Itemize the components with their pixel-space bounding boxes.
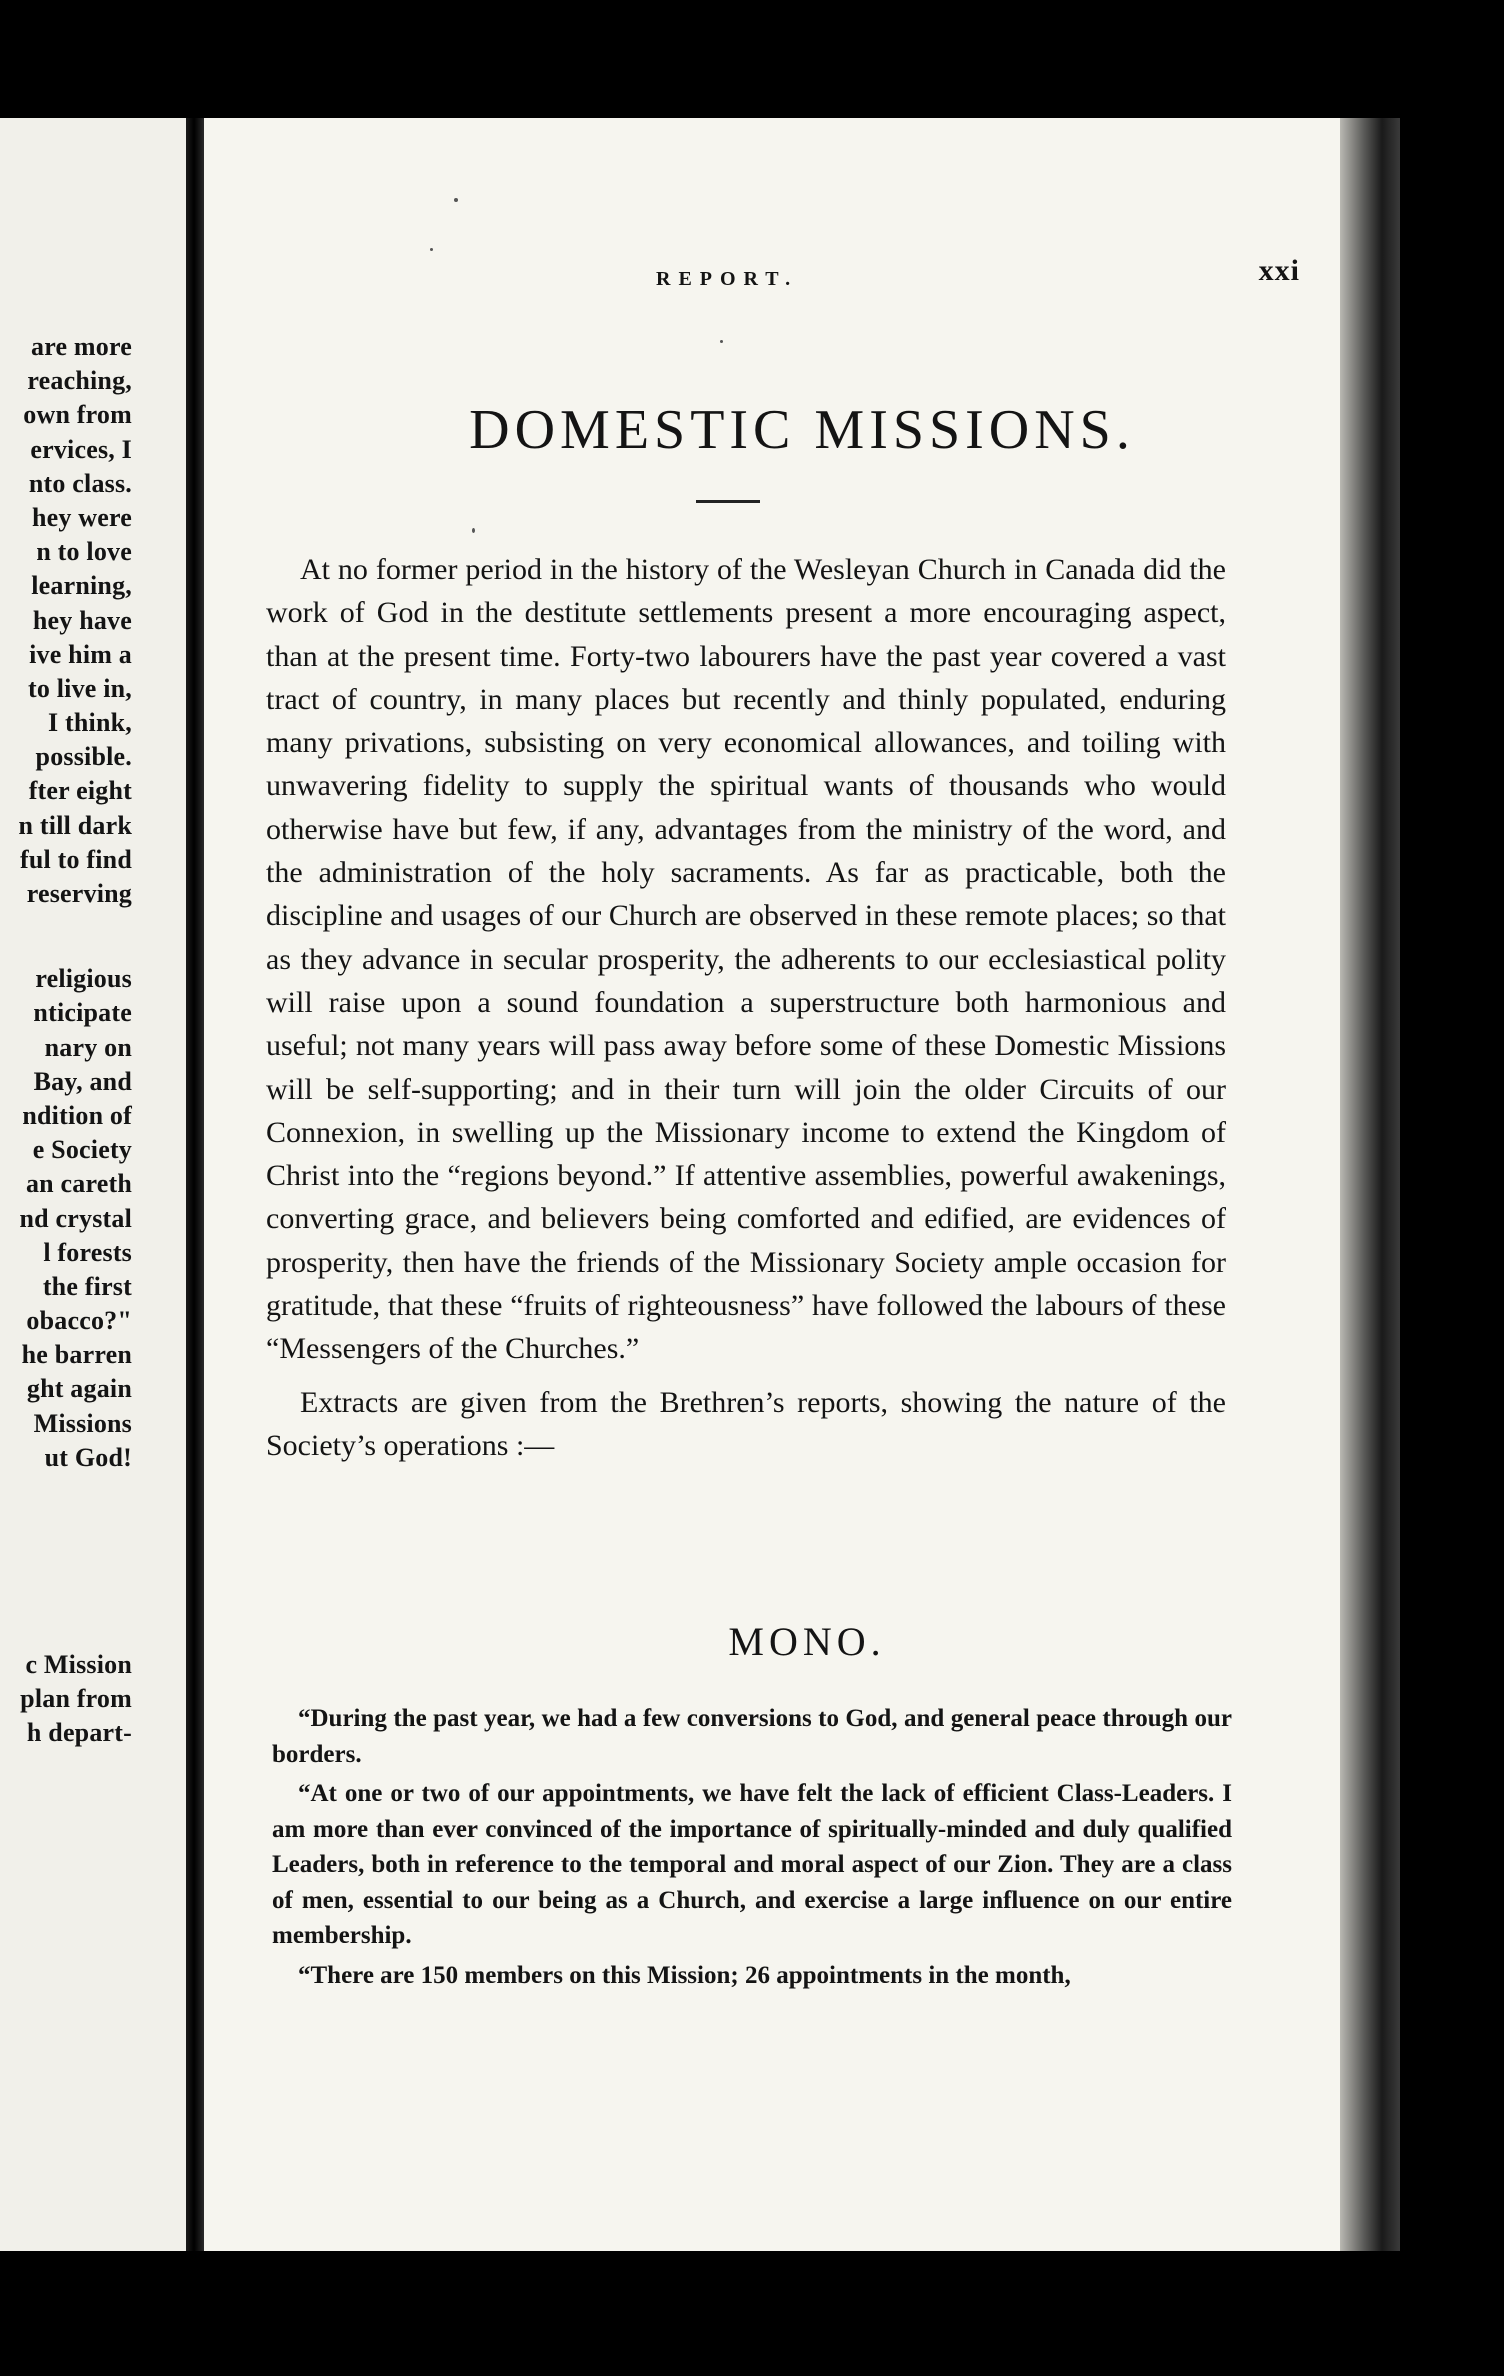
page-number: xxi xyxy=(1258,254,1300,287)
facing-page-line: hey were xyxy=(31,502,132,532)
scan-speck xyxy=(454,198,458,202)
facing-page-line: he barren xyxy=(21,1340,132,1370)
running-header xyxy=(204,254,1340,300)
facing-page-line: nary on xyxy=(44,1032,132,1062)
facing-page-line: nd crystal xyxy=(19,1203,132,1233)
facing-page-line: hey have xyxy=(32,605,132,635)
facing-page-line: ndition of xyxy=(22,1100,132,1130)
facing-page-line: reaching, xyxy=(27,366,132,396)
facing-page-line: l forests xyxy=(43,1237,132,1267)
facing-page-line: plan from xyxy=(20,1684,132,1714)
scan-speck xyxy=(430,248,433,251)
facing-page-line: ful to find xyxy=(19,844,132,874)
article-title: DOMESTIC MISSIONS. xyxy=(469,399,1135,461)
extract-paragraph-3: “There are 150 members on this Mission; 26 appointments in the month, xyxy=(298,1961,1071,1989)
facing-page-line: obacco?" xyxy=(26,1306,132,1336)
facing-page-left xyxy=(0,118,186,2251)
facing-page-line: ervices, I xyxy=(30,434,132,464)
facing-page-line: ut God! xyxy=(44,1442,132,1472)
facing-page-line: n till dark xyxy=(18,810,132,840)
facing-page-line: Missions xyxy=(33,1408,132,1438)
section-heading-mono: MONO. xyxy=(728,1619,886,1664)
title-divider-rule xyxy=(696,500,760,503)
facing-page-line: possible. xyxy=(35,742,132,772)
facing-page-line: religious xyxy=(35,964,132,994)
facing-page-line: c Mission xyxy=(25,1650,132,1679)
body-paragraph-1: At no former period in the history of the Wesleyan Church in Canada did the work of God in the destitute settlements present a more encouraging aspect, than at the present time. Forty-two labourers have the past year covered a vast tract of country, in many places but recently and thinly populated, enduring many privations, subsisting on very economical allowances, and toiling with unwavering fidelity to supply the spiritual wants of thousands who would otherwise have but few, if any, advantages from the ministry of the word, and the administration of the holy sacraments. As far as practicable, both the discipline and usages of our Church are observed in these remote places; so that as they advance in secular prosperity, the adherents to our ecclesiastical polity will raise upon a sound foundation a superstructure both harmonious and useful; not many years will pass away before some of these Domestic Missions will be self-supporting; and in their turn will join the older Circuits of our Connexion, in swelling up the Missionary income to extend the Kingdom of Christ into the “regions beyond.” If attentive assemblies, powerful awakenings, converting grace, and believers being comforted and edified, are evidences of prosperity, then have the friends of the Missionary Society ample occasion for gratitude, that these “fruits of righteousness” have followed the labours of these “Messengers of the Churches.” xyxy=(266,553,1226,1366)
facing-page-line: the first xyxy=(42,1271,132,1301)
document-page xyxy=(204,118,1340,2251)
report-extracts xyxy=(272,1701,1232,1997)
facing-page-line: e Society xyxy=(32,1135,132,1165)
facing-page-line: to live in, xyxy=(27,673,132,703)
scan-border-bottom xyxy=(0,2251,1504,2376)
body-paragraph-2: Extracts are given from the Brethren’s reports, showing the nature of the Society’s operations :— xyxy=(266,1385,1226,1462)
book-gutter xyxy=(186,118,204,2251)
facing-page-line: fter eight xyxy=(28,776,132,806)
facing-page-line: nto class. xyxy=(28,468,132,498)
page-edge-shadow xyxy=(1340,118,1400,2251)
facing-page-line: Bay, and xyxy=(33,1066,132,1096)
article-body xyxy=(266,548,1226,1467)
facing-page-line: ive him a xyxy=(29,639,132,669)
facing-page-line: nticipate xyxy=(33,998,132,1028)
facing-page-line: I think, xyxy=(48,708,132,738)
facing-page-text-column xyxy=(0,330,132,1751)
scan-speck xyxy=(472,528,475,533)
scan-speck xyxy=(720,340,723,343)
facing-page-line: learning, xyxy=(31,571,132,601)
extract-paragraph-2: “At one or two of our appointments, we have felt the lack of efficient Class-Leaders. I am more than ever convinced of the importance of spiritually-minded and duly qualified Leaders, both in reference to the temporal and moral aspect of our Zion. They are a class of men, essential to our being as a Church, and exercise a large influence on our entire membership. xyxy=(272,1780,1232,1949)
scan-border-right xyxy=(1400,0,1504,2376)
scan-border-top xyxy=(0,0,1504,118)
facing-page-line xyxy=(0,911,132,962)
facing-page-line: ght again xyxy=(26,1374,132,1404)
facing-page-line xyxy=(0,1475,132,1648)
facing-page-line: reserving xyxy=(26,879,132,908)
facing-page-line: are more xyxy=(31,332,132,361)
facing-page-line: own from xyxy=(23,400,132,430)
extract-paragraph-1: “During the past year, we had a few conversions to God, and general peace through our borders. xyxy=(272,1705,1232,1768)
running-title: REPORT. xyxy=(656,268,799,290)
facing-page-line: n to love xyxy=(36,537,132,567)
facing-page-line: an careth xyxy=(25,1169,132,1199)
facing-page-line: h depart- xyxy=(26,1718,132,1748)
